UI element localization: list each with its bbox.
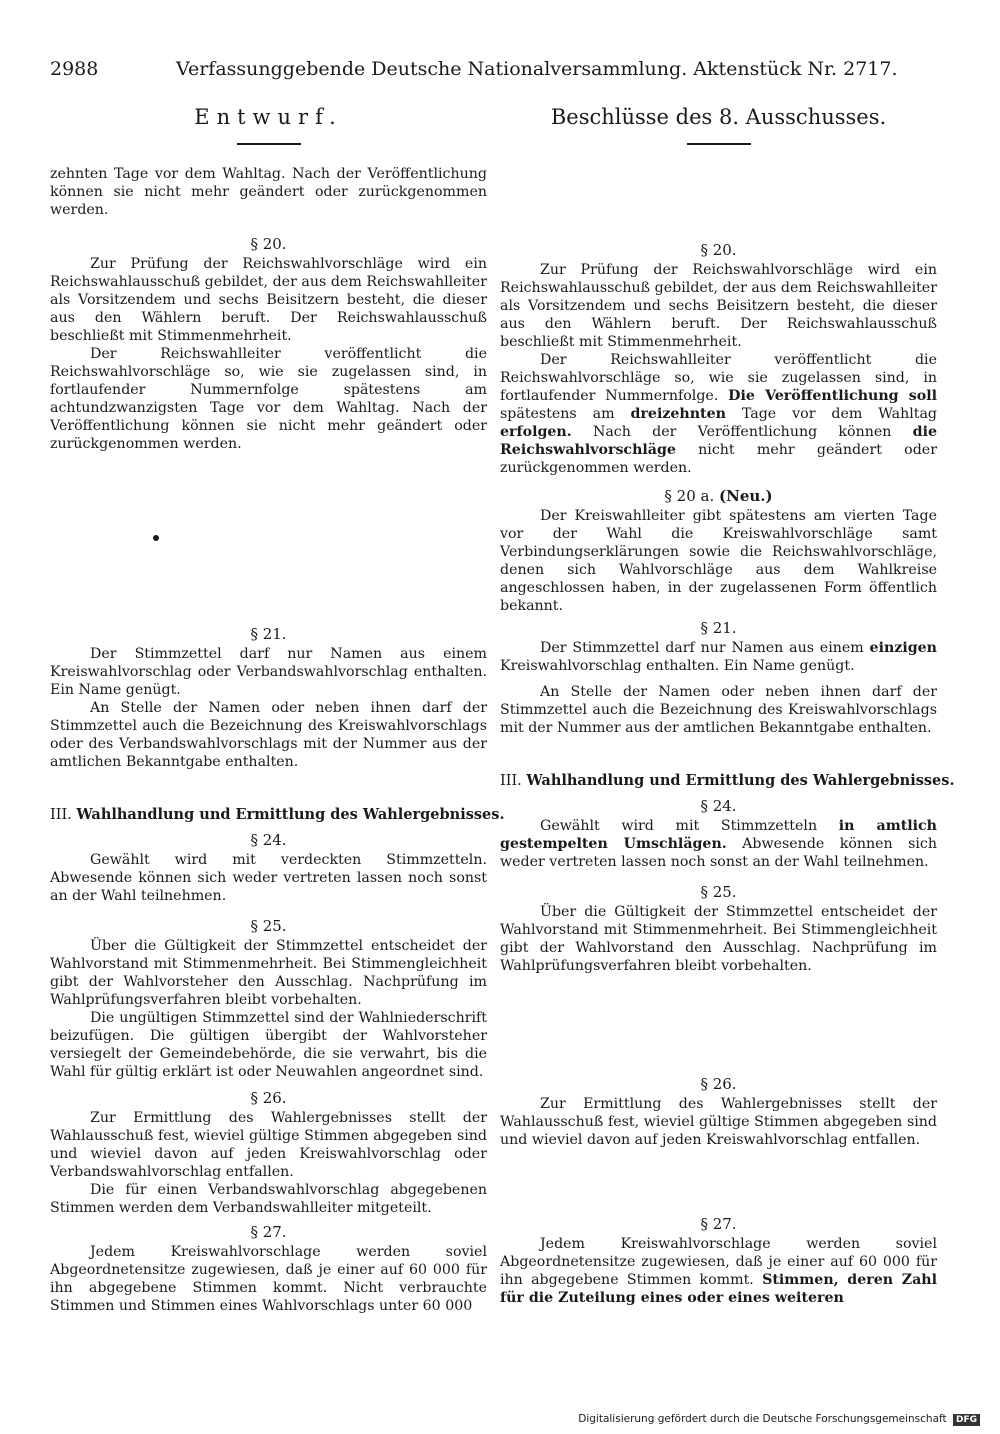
chapter-number: III. (500, 773, 522, 789)
text-run: Der Stimmzettel darf nur Namen aus einem (540, 640, 864, 656)
page-header (50, 58, 950, 88)
text-run: Abwesende können sich weder vertreten lassen noch sonst an der Wahl teilnehmen. (500, 836, 937, 870)
changed-text: einzigen (869, 640, 937, 656)
chapter-title: Wahlhandlung und Ermittlung des Wahlergebnisses. (526, 772, 955, 789)
changed-text: die Reichswahlvorschläge (500, 424, 937, 458)
printed-dot (153, 535, 159, 541)
section-heading-25: § 25. (250, 917, 287, 935)
s27-paragraph-1 (500, 1235, 937, 1307)
s20-paragraph-2 (500, 351, 937, 477)
s21-paragraph-1: Der Stimmzettel darf nur Namen aus einem Kreiswahlvorschlag oder Verbandswahlvorschlag enthalten. Ein Name genügt. (50, 646, 487, 698)
footer-text: Digitalisierung gefördert durch die Deutsche Forschungsgemeinschaft (578, 1413, 947, 1425)
text-run: Tage vor dem Wahltag (741, 406, 938, 422)
section-heading-27: § 27. (250, 1223, 287, 1241)
section-heading-20: § 20. (250, 235, 287, 253)
chapter-number: III. (50, 807, 72, 823)
blank-space (500, 1149, 937, 1213)
digitization-footer (578, 1413, 980, 1426)
changed-text: Stimmen, deren Zahl für die Zuteilung eines oder eines weiteren (500, 1272, 937, 1306)
s21-paragraph-2: An Stelle der Namen oder neben ihnen darf der Stimmzettel auch die Bezeichnung des Kreiswahlvorschlags oder des Verbandswahlvorschlags mit der Nummer aus der amtlichen Bekanntgabe enthalten. (50, 700, 487, 770)
right-column (500, 105, 955, 1307)
section-heading-20: § 20. (700, 241, 737, 259)
changed-text: Die Veröffentlichung soll (728, 388, 938, 404)
blank-space (500, 165, 937, 225)
s20-paragraph-1: Zur Prüfung der Reichswahlvorschläge wird ein Reichswahlausschuß gebildet, der aus dem Reichswahlleiter als Vorsitzendem und sechs Beisitzern besteht, die dieser aus den Wählern beruft. Der Reichswahlausschuß beschließt mit Stimmenmehrheit. (500, 262, 937, 350)
chapter-title: Wahlhandlung und Ermittlung des Wahlergebnisses. (76, 806, 505, 823)
section-heading-24: § 24. (700, 797, 737, 815)
s20-paragraph-1: Zur Prüfung der Reichswahlvorschläge wird ein Reichswahlausschuß gebildet, der aus dem Reichswahlleiter als Vorsitzendem und sechs Beisitzern besteht, die dieser aus den Wählern beruft. Der Reichswahlausschuß beschließt mit Stimmenmehrheit. (50, 256, 487, 344)
s26-paragraph-2: Die für einen Verbandswahlvorschlag abgegebenen Stimmen werden dem Verbandswahlleiter mitgeteilt. (50, 1182, 487, 1216)
section-heading-21: § 21. (250, 625, 287, 643)
changed-text: erfolgen. (500, 424, 572, 440)
chapter-heading (500, 771, 955, 791)
blank-space (500, 975, 937, 1073)
text-run: Der Reichswahlleiter veröffentlicht die Reichswahlvorschläge so, wie sie zugelassen sind, in fortlaufender Nummernfolge. (500, 352, 937, 404)
text-run: Jedem Kreiswahlvorschlage werden soviel Abgeordnetensitze zugewiesen, daß je einer auf 60 000 für ihn abgegebene Stimmen kommt. (500, 1236, 937, 1288)
s24-paragraph-1: Gewählt wird mit verdeckten Stimmzetteln. Abwesende können sich weder vertreten lassen noch sonst an der Wahl teilnehmen. (50, 852, 487, 904)
blank-space (50, 453, 487, 623)
left-column (50, 105, 505, 1315)
carryover-paragraph: zehnten Tage vor dem Wahltag. Nach der Veröffentlichung können sie nicht mehr geändert oder zurückgenommen werden. (50, 166, 487, 218)
section-heading-27: § 27. (700, 1215, 737, 1233)
section-number: § 20 a. (664, 487, 715, 505)
s20-paragraph-2: Der Reichswahlleiter veröffentlicht die Reichswahlvorschläge so, wie sie zugelassen sind, in fortlaufender Nummernfolge spätestens am achtundzwanzigsten Tage vor dem Wahltag. Nach der Veröffentlichung können sie nicht mehr geändert oder zurückgenommen werden. (50, 346, 487, 452)
text-run: Nach der Veröffentlichung können (592, 424, 892, 440)
s27-paragraph-1: Jedem Kreiswahlvorschlage werden soviel Abgeordnetensitze zugewiesen, daß je einer auf 60 000 für ihn abgegebene Stimmen kommt. Nicht verbrauchte Stimmen und Stimmen eines Wahlvorschlags unter 60 000 (50, 1244, 487, 1314)
section-heading-26: § 26. (250, 1089, 287, 1107)
section-heading-21: § 21. (700, 619, 737, 637)
changed-text: dreizehnten (630, 406, 726, 422)
section-heading-20a (500, 485, 937, 507)
s25-paragraph-1: Über die Gültigkeit der Stimmzettel entscheidet der Wahlvorstand mit Stimmenmehrheit. Bei Stimmengleichheit gibt der Wahlvorstand den Ausschlag. Nachprüfung im Wahlprüfungsverfahren bleibt vorbehalten. (500, 904, 937, 974)
right-column-title: Beschlüsse des 8. Ausschusses. (550, 105, 887, 129)
title-rule (237, 143, 301, 145)
dfg-logo: DFG (953, 1414, 980, 1426)
chapter-heading (50, 805, 505, 825)
running-head: Verfassunggebende Deutsche Nationalversammlung. Aktenstück Nr. 2717. (176, 58, 898, 80)
text-run: Gewählt wird mit Stimmzetteln (540, 818, 818, 834)
section-heading-24: § 24. (250, 831, 287, 849)
changed-text: in amtlich gestempelten Umschlägen. (500, 818, 938, 852)
s25-paragraph-1: Über die Gültigkeit der Stimmzettel entscheidet der Wahlvorstand mit Stimmenmehrheit. Bei Stimmengleichheit gibt der Wahlvorsteher den Ausschlag. Nachprüfung im Wahlprüfungsverfahren bleibt vorbehalten. (50, 938, 487, 1008)
text-run: Kreiswahlvorschlag enthalten. Ein Name genügt. (500, 658, 855, 674)
s25-paragraph-2: Die ungültigen Stimmzettel sind der Wahlniederschrift beizufügen. Die gültigen übergibt der Wahlvorsteher versiegelt der Gemeindebehörde, die sie verwahrt, bis die Wahl für gültig erklärt ist oder Neuwahlen angeordnet sind. (50, 1010, 487, 1080)
s26-paragraph-1: Zur Ermittlung des Wahlergebnisses stellt der Wahlausschuß fest, wieviel gültige Stimmen abgegeben sind und wieviel davon auf jeden Kreiswahlvorschlag entfallen. (500, 1096, 937, 1148)
new-marker: (Neu.) (719, 487, 773, 505)
s26-paragraph-1: Zur Ermittlung des Wahlergebnisses stellt der Wahlausschuß fest, wieviel gültige Stimmen abgegeben sind und wieviel davon auf jeden Kreiswahlvorschlag oder Verbandswahlvorschlag entfallen. (50, 1110, 487, 1180)
text-run: nicht mehr geändert oder zurückgenommen werden. (500, 442, 937, 476)
text-run: spätestens am (500, 406, 615, 422)
s21-paragraph-1 (500, 639, 937, 675)
page-number: 2988 (50, 58, 99, 80)
s21-paragraph-2: An Stelle der Namen oder neben ihnen darf der Stimmzettel auch die Bezeichnung des Kreiswahlvorschlags mit der Nummer aus der amtlichen Bekanntgabe enthalten. (500, 684, 937, 736)
title-rule (687, 143, 751, 145)
section-heading-26: § 26. (700, 1075, 737, 1093)
s24-paragraph-1 (500, 817, 937, 871)
section-heading-25: § 25. (700, 883, 737, 901)
s20a-paragraph-1: Der Kreiswahlleiter gibt spätestens am vierten Tage vor der Wahl die Kreiswahlvorschläge samt Verbindungserklärungen sowie die Reichswahlvorschläge, denen sich Wahlvorschläge aus dem Wahlkreise angeschlossen haben, in der zugelassenen Form öffentlich bekannt. (500, 508, 937, 614)
left-column-title: Entwurf. (194, 105, 343, 129)
